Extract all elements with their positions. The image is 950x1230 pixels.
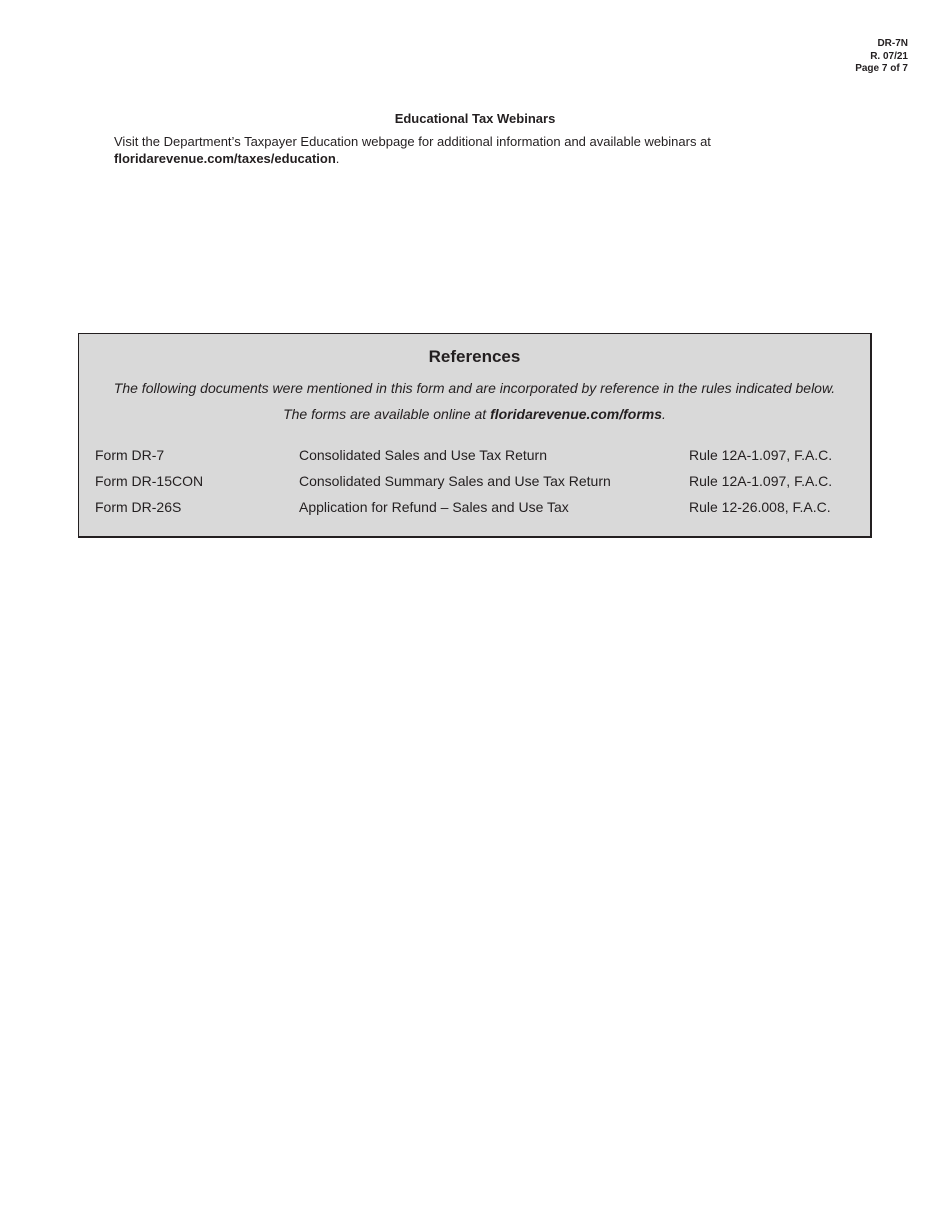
forms-link[interactable]: floridarevenue.com/forms — [490, 406, 663, 422]
reference-form: Form DR-7 — [95, 447, 165, 463]
reference-rule: Rule 12A-1.097, F.A.C. — [689, 447, 833, 463]
webinars-body-text: Visit the Department’s Taxpayer Education webpage for additional information and available webinars at — [114, 134, 711, 149]
webinars-body — [114, 133, 836, 167]
references-table — [95, 442, 859, 520]
webinars-link[interactable]: floridarevenue.com/taxes/education — [114, 151, 336, 166]
references-box — [78, 333, 872, 538]
page-number: Page 7 of 7 — [855, 63, 908, 74]
webinars-url-suffix: . — [335, 151, 340, 166]
reference-form: Form DR-26S — [95, 499, 182, 515]
table-row — [95, 494, 859, 520]
references-intro-line2-suffix: . — [662, 406, 666, 422]
reference-rule: Rule 12-26.008, F.A.C. — [689, 499, 831, 515]
webinars-section — [114, 111, 836, 167]
form-revision: R. 07/21 — [870, 50, 908, 62]
references-intro-line1: The following documents were mentioned in this form and are incorporated by reference in the rules indicated below. — [113, 380, 836, 396]
table-row — [95, 468, 859, 494]
webinars-title: Educational Tax Webinars — [394, 111, 556, 126]
reference-form: Form DR-15CON — [95, 473, 204, 489]
table-row — [95, 442, 859, 468]
reference-title: Consolidated Summary Sales and Use Tax Return — [299, 473, 611, 489]
references-intro — [79, 375, 870, 427]
references-intro-line2-prefix: The forms are available online at — [283, 406, 491, 422]
reference-title: Application for Refund – Sales and Use Tax — [299, 499, 569, 515]
references-title: References — [428, 347, 521, 366]
form-number: DR-7N — [877, 38, 908, 49]
reference-rule: Rule 12A-1.097, F.A.C. — [689, 473, 833, 489]
reference-title: Consolidated Sales and Use Tax Return — [299, 447, 548, 463]
form-identifier — [855, 38, 908, 76]
